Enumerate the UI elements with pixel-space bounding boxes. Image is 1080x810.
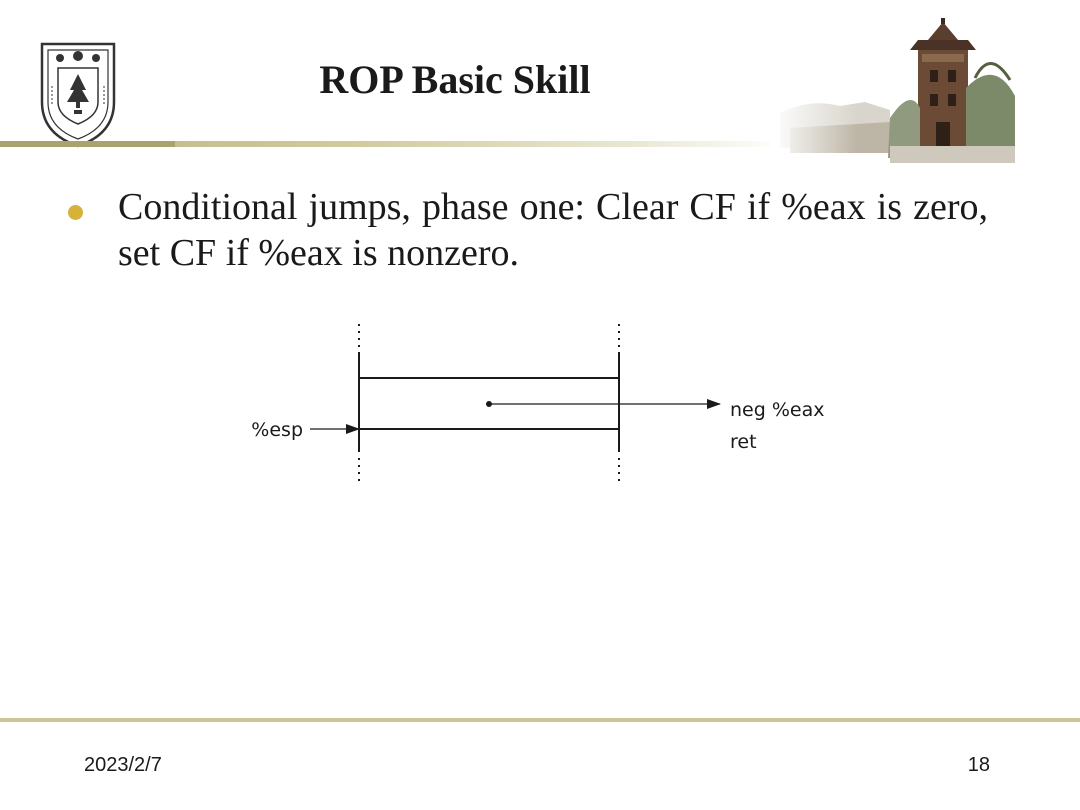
bullet-dot: [68, 205, 83, 220]
building-tower-image: [770, 18, 1020, 163]
slide-title: ROP Basic Skill: [319, 57, 591, 102]
gadget-line-ret: ret: [730, 431, 757, 453]
esp-label: %esp: [251, 419, 303, 441]
page-number: 18: [967, 754, 990, 776]
university-seal-logo: [36, 30, 120, 150]
stack-diagram: [230, 316, 850, 492]
footer-divider: [0, 718, 1080, 722]
header-divider-accent: [0, 141, 175, 147]
footer-date: 2023/2/7: [84, 754, 162, 776]
bullet-text: Conditional jumps, phase one: Clear CF if %eax is zero, set CF if %eax is nonzero.: [118, 186, 988, 274]
gadget-line-neg: neg %eax: [730, 399, 825, 421]
